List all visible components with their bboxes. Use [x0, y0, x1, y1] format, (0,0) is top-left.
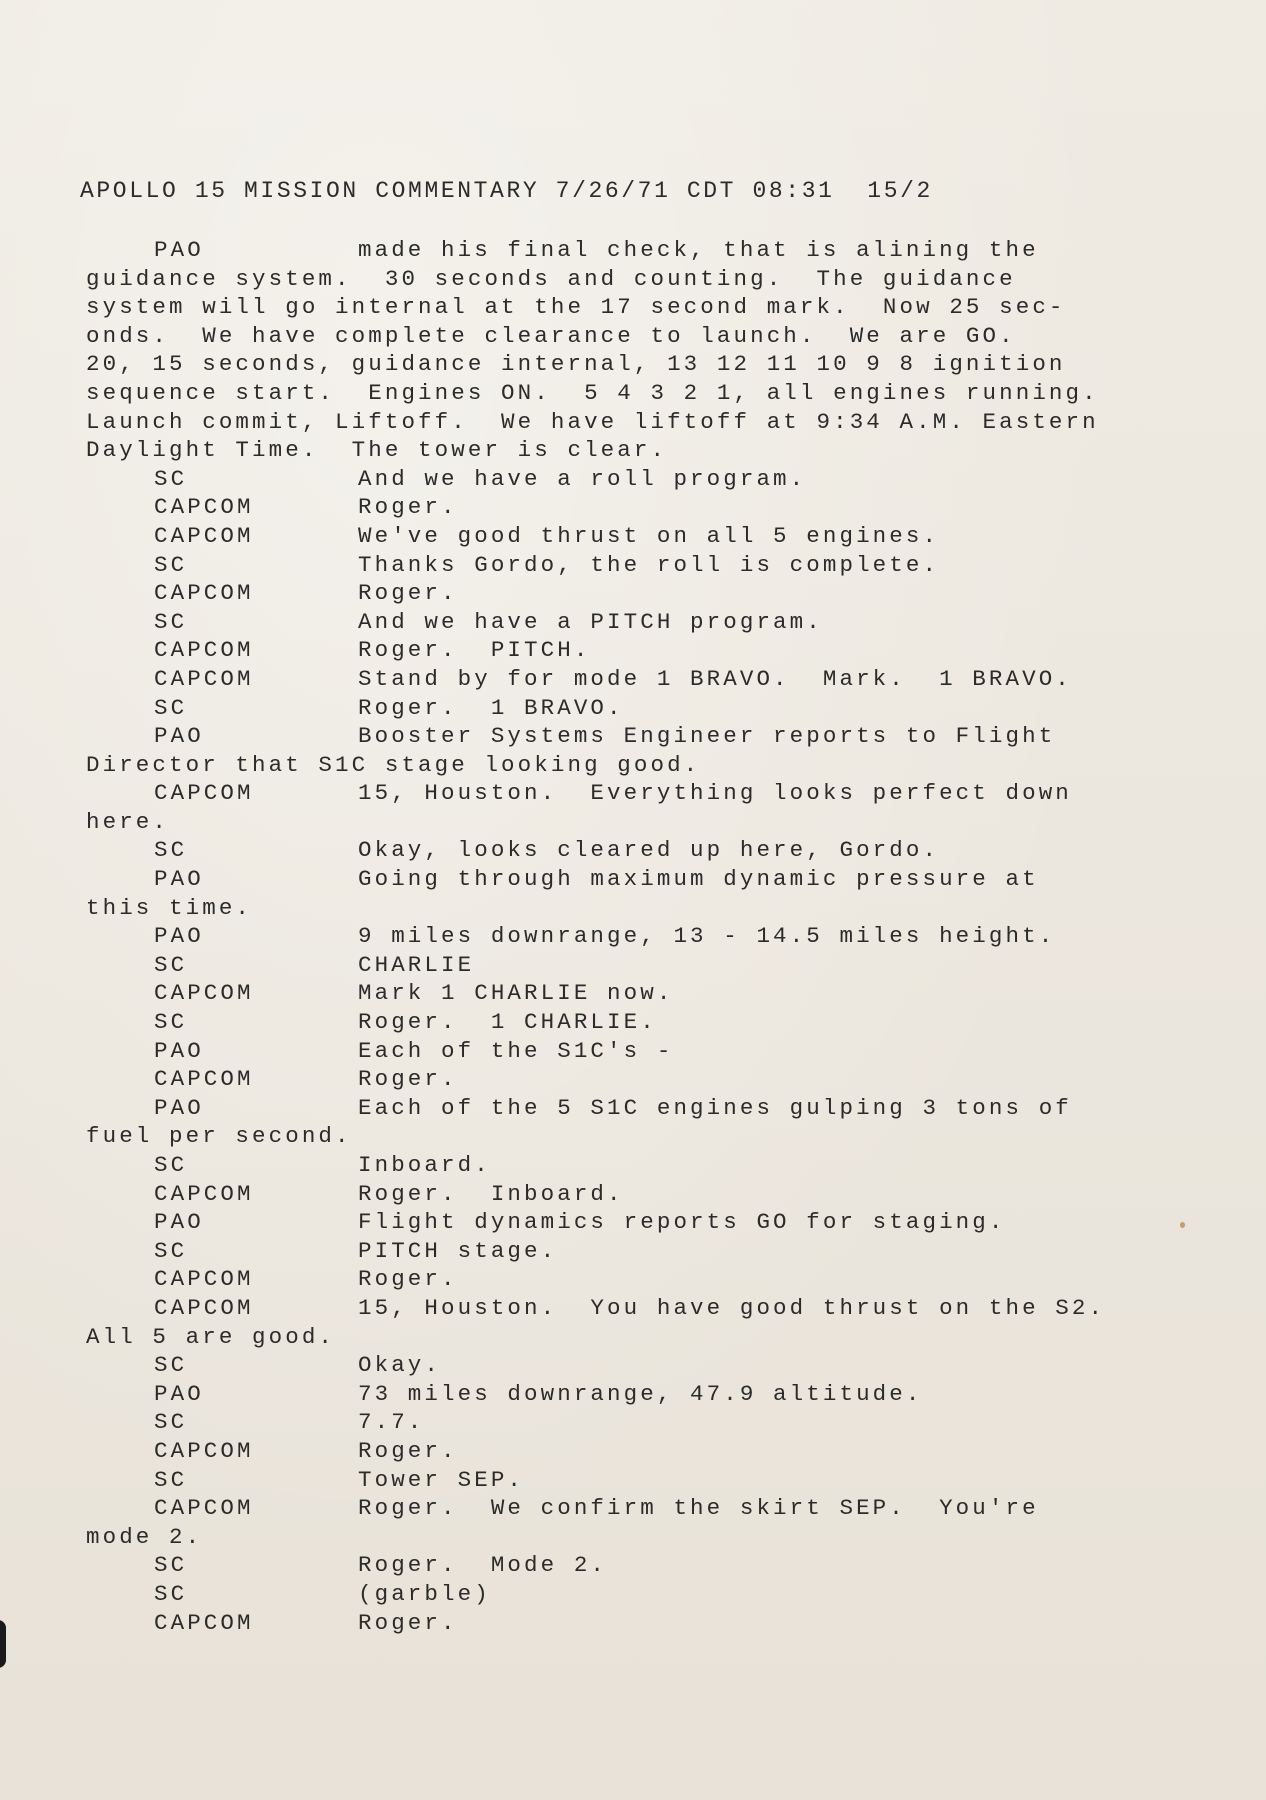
speaker-label: CAPCOM [154, 1437, 254, 1464]
transcript-line [86, 1008, 1186, 1037]
transcript-line [86, 694, 1186, 723]
transcript-line [86, 322, 1186, 351]
transcript-line [86, 350, 1186, 379]
transcript-entry [86, 1151, 1186, 1180]
transcript-entry [86, 1094, 1186, 1151]
continuation-text: 20, 15 seconds, guidance internal, 13 12 11 10 9 8 ignition [86, 351, 1066, 378]
transcript-line [86, 236, 1186, 265]
speaker-label: CAPCOM [154, 522, 254, 549]
utterance-text: Stand by for mode 1 BRAVO. Mark. 1 BRAVO. [358, 665, 1072, 692]
speaker-label: PAO [154, 1380, 204, 1407]
speaker-label: CAPCOM [154, 1066, 254, 1093]
transcript-line [86, 579, 1186, 608]
continuation-text: fuel per second. [86, 1123, 352, 1150]
transcript-entry [86, 608, 1186, 637]
speaker-label: SC [154, 1552, 188, 1579]
transcript-entry [86, 551, 1186, 580]
transcript-line [86, 1351, 1186, 1380]
transcript-entry [86, 579, 1186, 608]
transcript-entry [86, 1265, 1186, 1294]
continuation-text: Daylight Time. The tower is clear. [86, 437, 668, 464]
speaker-label: PAO [154, 866, 204, 893]
transcript-line [86, 751, 1186, 780]
speaker-label: SC [154, 608, 188, 635]
transcript-entry [86, 922, 1186, 951]
transcript-line [86, 1580, 1186, 1609]
transcript-line [86, 894, 1186, 923]
transcript-line [86, 1265, 1186, 1294]
transcript-line [86, 665, 1186, 694]
speaker-label: CAPCOM [154, 580, 254, 607]
speaker-label: SC [154, 951, 188, 978]
utterance-text: Roger. [358, 1066, 458, 1093]
speaker-label: SC [154, 1152, 188, 1178]
speaker-label: PAO [154, 1094, 204, 1121]
speaker-label: SC [154, 1009, 188, 1036]
transcript-line [86, 1408, 1186, 1437]
transcript-line [86, 1523, 1186, 1552]
utterance-text: Booster Systems Engineer reports to Flight [358, 723, 1056, 750]
transcript-entry [86, 722, 1186, 779]
utterance-text: Mark 1 CHARLIE now. [358, 980, 674, 1007]
utterance-text: Tower SEP. [358, 1466, 525, 1493]
transcript-line [86, 436, 1186, 465]
speaker-label: SC [154, 1580, 188, 1607]
utterance-text: Roger. 1 CHARLIE. [358, 1009, 657, 1036]
transcript-entry [86, 522, 1186, 551]
speaker-label: SC [154, 837, 188, 864]
transcript-line [86, 1466, 1186, 1495]
transcript-entry [86, 1551, 1186, 1580]
utterance-text: Roger. Mode 2. [358, 1552, 608, 1579]
utterance-text: Okay, looks cleared up here, Gordo. [358, 837, 940, 864]
utterance-text: Roger. [358, 494, 458, 521]
transcript-line [86, 379, 1186, 408]
transcript-entry [86, 665, 1186, 694]
continuation-text: sequence start. Engines ON. 5 4 3 2 1, all engines running. [86, 379, 1099, 406]
utterance-text: Roger. PITCH. [358, 637, 591, 664]
utterance-text: Each of the 5 S1C engines gulping 3 tons of [358, 1094, 1072, 1121]
transcript-line [86, 408, 1186, 437]
utterance-text: Roger. Inboard. [358, 1180, 624, 1207]
transcript-line [86, 293, 1186, 322]
utterance-text: 7.7. [358, 1409, 425, 1436]
utterance-text: 9 miles downrange, 13 - 14.5 miles height. [358, 923, 1056, 950]
transcript-entry [86, 694, 1186, 723]
speaker-label: CAPCOM [154, 1495, 254, 1522]
utterance-text: Thanks Gordo, the roll is complete. [358, 551, 940, 578]
transcript-line [86, 1037, 1186, 1066]
utterance-text: Flight dynamics reports GO for staging. [358, 1209, 1006, 1236]
speaker-label: SC [154, 551, 188, 578]
page-header: APOLLO 15 MISSION COMMENTARY 7/26/71 CDT 08:31 15/2 [80, 178, 933, 204]
utterance-text: (garble) [358, 1580, 491, 1607]
speaker-label: PAO [154, 923, 204, 950]
transcript-entry [86, 1065, 1186, 1094]
speaker-label: CAPCOM [154, 1609, 254, 1636]
utterance-text: 73 miles downrange, 47.9 altitude. [358, 1380, 923, 1407]
transcript-line [86, 1609, 1186, 1638]
utterance-text: 15, Houston. You have good thrust on the S2. [358, 1294, 1106, 1321]
transcript-entry [86, 1580, 1186, 1609]
utterance-text: Roger. [358, 1437, 458, 1464]
transcript-entry [86, 1294, 1186, 1351]
transcript-line [86, 636, 1186, 665]
transcript-line [86, 1094, 1186, 1123]
continuation-text: Director that S1C stage looking good. [86, 751, 701, 778]
transcript-line [86, 522, 1186, 551]
speaker-label: CAPCOM [154, 665, 254, 692]
continuation-text: mode 2. [86, 1523, 203, 1550]
speaker-label: SC [154, 694, 188, 721]
continuation-text: this time. [86, 894, 253, 921]
transcript [86, 236, 1186, 1637]
continuation-text: All 5 are good. [86, 1323, 336, 1350]
speaker-label: CAPCOM [154, 637, 254, 664]
transcript-entry [86, 865, 1186, 922]
continuation-text: onds. We have complete clearance to launch. We are GO. [86, 322, 1016, 349]
paper-speck [1180, 1222, 1185, 1228]
transcript-line [86, 1494, 1186, 1523]
utterance-text: Okay. [358, 1352, 442, 1379]
transcript-entry [86, 1408, 1186, 1437]
utterance-text: And we have a roll program. [358, 465, 807, 492]
transcript-entry [86, 951, 1186, 980]
transcript-line [86, 951, 1186, 980]
speaker-label: PAO [154, 723, 204, 750]
entries [86, 465, 1186, 1637]
transcript-line [86, 465, 1186, 494]
transcript-entry [86, 1208, 1186, 1237]
speaker-label: CAPCOM [154, 1266, 254, 1293]
utterance-text: Roger. 1 BRAVO. [358, 694, 624, 721]
utterance-text: We've good thrust on all 5 engines. [358, 522, 940, 549]
continuation-text: system will go internal at the 17 second mark. Now 25 sec- [86, 294, 1066, 321]
transcript-entry [86, 979, 1186, 1008]
transcript-entry [86, 1609, 1186, 1638]
transcript-line [86, 1208, 1186, 1237]
utterance-text: PITCH stage. [358, 1237, 558, 1264]
transcript-entry [86, 1437, 1186, 1466]
speaker-label: CAPCOM [154, 1180, 254, 1207]
speaker-label: PAO [154, 1209, 204, 1236]
transcript-line [86, 1237, 1186, 1266]
utterance-text: 15, Houston. Everything looks perfect down [358, 780, 1072, 807]
opening-entry [86, 236, 1186, 465]
speaker-label: CAPCOM [154, 780, 254, 807]
transcript-line [86, 1151, 1186, 1180]
transcript-entry [86, 493, 1186, 522]
transcript-entry [86, 1466, 1186, 1495]
speaker-label: CAPCOM [154, 494, 254, 521]
transcript-line [86, 722, 1186, 751]
transcript-entry [86, 1237, 1186, 1266]
speaker-label: SC [154, 1409, 188, 1436]
transcript-entry [86, 1037, 1186, 1066]
speaker-label: CAPCOM [154, 980, 254, 1007]
continuation-text: here. [86, 808, 170, 835]
transcript-line [86, 1551, 1186, 1580]
transcript-entry [86, 1494, 1186, 1551]
transcript-entry [86, 836, 1186, 865]
transcript-line [86, 1180, 1186, 1209]
transcript-entry [86, 465, 1186, 494]
continuation-text: Launch commit, Liftoff. We have liftoff at 9:34 A.M. Eastern [86, 408, 1099, 435]
utterance-text: made his final check, that is alining the [358, 237, 1039, 263]
transcript-entry [86, 636, 1186, 665]
speaker-label: SC [154, 1352, 188, 1379]
transcript-line [86, 1323, 1186, 1352]
transcript-line [86, 836, 1186, 865]
transcript-line [86, 1122, 1186, 1151]
transcript-entry [86, 779, 1186, 836]
transcript-entry [86, 1180, 1186, 1209]
transcript-line [86, 1437, 1186, 1466]
speaker-label: SC [154, 465, 188, 492]
transcript-line [86, 922, 1186, 951]
transcript-line [86, 865, 1186, 894]
continuation-text: guidance system. 30 seconds and counting. The guidance [86, 265, 1016, 292]
transcript-line [86, 1065, 1186, 1094]
speaker-label: SC [154, 1466, 188, 1493]
speaker-label: PAO [154, 1037, 204, 1064]
utterance-text: CHARLIE [358, 951, 475, 978]
utterance-text: And we have a PITCH program. [358, 608, 823, 635]
transcript-line [86, 608, 1186, 637]
speaker-label: CAPCOM [154, 1294, 254, 1321]
utterance-text: Each of the S1C's - [358, 1037, 674, 1064]
transcript-line [86, 265, 1186, 294]
transcript-line [86, 1380, 1186, 1409]
utterance-text: Inboard. [358, 1152, 491, 1178]
speaker-label: PAO [154, 237, 204, 263]
transcript-line [86, 1294, 1186, 1323]
transcript-line [86, 808, 1186, 837]
utterance-text: Roger. [358, 1609, 458, 1636]
transcript-line [86, 979, 1186, 1008]
binding-hole-mark [0, 1620, 6, 1668]
utterance-text: Roger. [358, 580, 458, 607]
utterance-text: Roger. [358, 1266, 458, 1293]
utterance-text: Roger. We confirm the skirt SEP. You're [358, 1495, 1039, 1522]
utterance-text: Going through maximum dynamic pressure at [358, 866, 1039, 893]
transcript-entry [86, 1008, 1186, 1037]
transcript-entry [86, 1380, 1186, 1409]
speaker-label: SC [154, 1237, 188, 1264]
transcript-line [86, 779, 1186, 808]
transcript-line [86, 493, 1186, 522]
transcript-entry [86, 1351, 1186, 1380]
transcript-line [86, 551, 1186, 580]
